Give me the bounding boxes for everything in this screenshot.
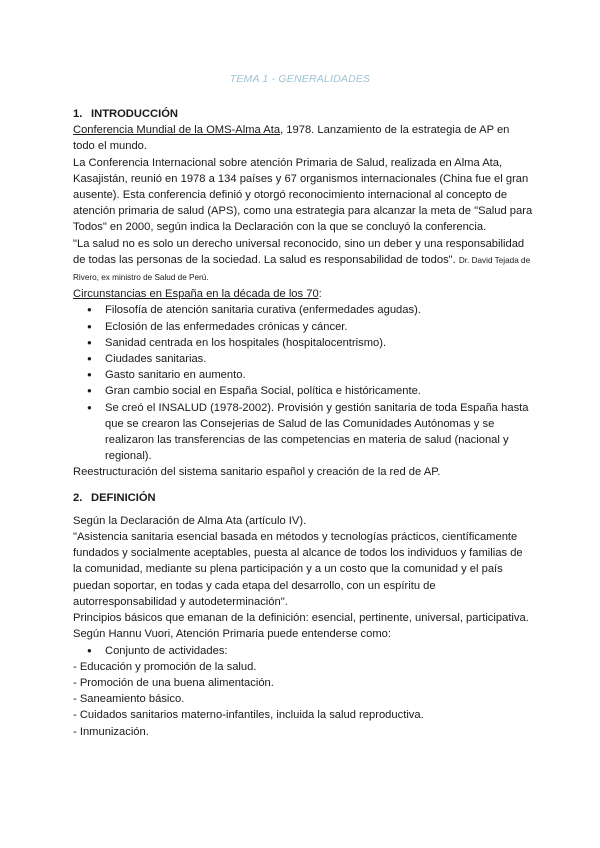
section-number: 1.	[73, 108, 83, 120]
dash-item: - Inmunización.	[73, 725, 149, 738]
list-item: ● Gran cambio social en España Social, política e histórica​mente.	[105, 383, 533, 399]
paragraph: Según Hannu Vuori, Atención Primaria puede entenderse como:	[73, 628, 392, 641]
list-item: ● Sanidad centrada en los hospitales (hospitalocentrismo).	[105, 335, 533, 351]
dash-list	[73, 659, 533, 740]
paragraph: Principios básicos que emanan de la definición: esencial, pertinente, universal, participativa.	[73, 612, 529, 625]
quote: "Asistencia sanitaria esencial basada en métodos y tecnologías prácticos, científicamente fundados y socialmente aceptables, puesta al alcance de todos los individuos y familias de la comunidad, mediante su plena participación y a un costo que la comunidad y el país puedan soportar, en todas y cada etapa del desarrollo, con un espíritu de autorresponsabilidad y autodeterminación".	[73, 531, 523, 608]
bullet-list	[73, 302, 533, 464]
section-title: DEFINICIÓN	[91, 491, 156, 504]
paragraph-text: , 1978. Lanzamiento de la estrategia de AP en todo el mundo.	[73, 124, 510, 153]
conference-link-text: Conferencia Mundial de la OMS-Alma Ata	[73, 124, 281, 137]
list-item: ● Conjunto de actividades:	[105, 643, 533, 659]
paragraph	[73, 122, 533, 154]
subheading	[73, 286, 533, 302]
bullet-list	[73, 643, 533, 659]
quote-text: "La salud no es solo un derecho universal reconocido, sino un deber y una responsabilidad de todas las personas de la sociedad. La salud es responsabilidad de todos".	[73, 237, 525, 266]
paragraph: La Conferencia Internacional sobre atención Primaria de Salud, realizada en Alma Ata, Kasajistán, reunió en 1978 a 134 países y 67 organismos internacionales (China fue el gran ausente). Esta conferencia definió y otorgó reconocimiento internacional al concepto de atención primaria de salud (APS), como una estrategia para alcanzar la meta de "Salud para Todos" en 2000, según indica la Declaración con la que se concluyó la conferencia.	[73, 156, 533, 234]
list-item: ● Eclosión de las enfermedades crónicas y cáncer.	[105, 319, 533, 335]
list-item: ● Se creó el INSALUD (1978-2002). Provisión y gestión sanitaria de toda España hasta que se crearon las Consejerias de Salud de las Comunidades Autónomas y se realizaron las transferencias de las competencias en materia de salud (nacional y regional).	[105, 400, 533, 465]
subheading-colon: :	[318, 288, 322, 301]
section-number: 2.	[73, 491, 83, 504]
dash-item: - Saneamiento básico.	[73, 693, 185, 706]
list-item: ● Ciudades sanitarias.	[105, 351, 533, 367]
dash-item: - Cuidados sanitarios materno-infantiles, incluida la salud reproductiva.	[73, 709, 424, 722]
subheading-text: Circunstancias en España en la década de los 70	[73, 288, 319, 301]
dash-item: - Promoción de una buena alimentación.	[73, 676, 274, 689]
list-item: ● Gasto sanitario en aumento.	[105, 367, 533, 383]
list-item: ● Filosofía de atención sanitaria curativa (enfermedades agudas).	[105, 302, 533, 318]
document-body	[73, 106, 533, 740]
paragraph: Reestructuración del sistema sanitario español y creación de la red de AP.	[73, 466, 441, 479]
quote	[73, 236, 533, 287]
section-heading-definicion	[73, 490, 533, 506]
section-heading-introduccion	[73, 106, 533, 122]
quote-author: Dr. David Tejada de Rivero, ex ministro de Salud de Perú.	[73, 255, 531, 283]
paragraph: Según la Declaración de Alma Ata (artículo IV).	[73, 514, 307, 527]
page-title: TEMA 1 - GENERALIDADES	[229, 73, 371, 85]
dash-item: - Educación y promoción de la salud.	[73, 660, 257, 673]
section-title: INTRODUCCIÓN	[91, 108, 179, 120]
